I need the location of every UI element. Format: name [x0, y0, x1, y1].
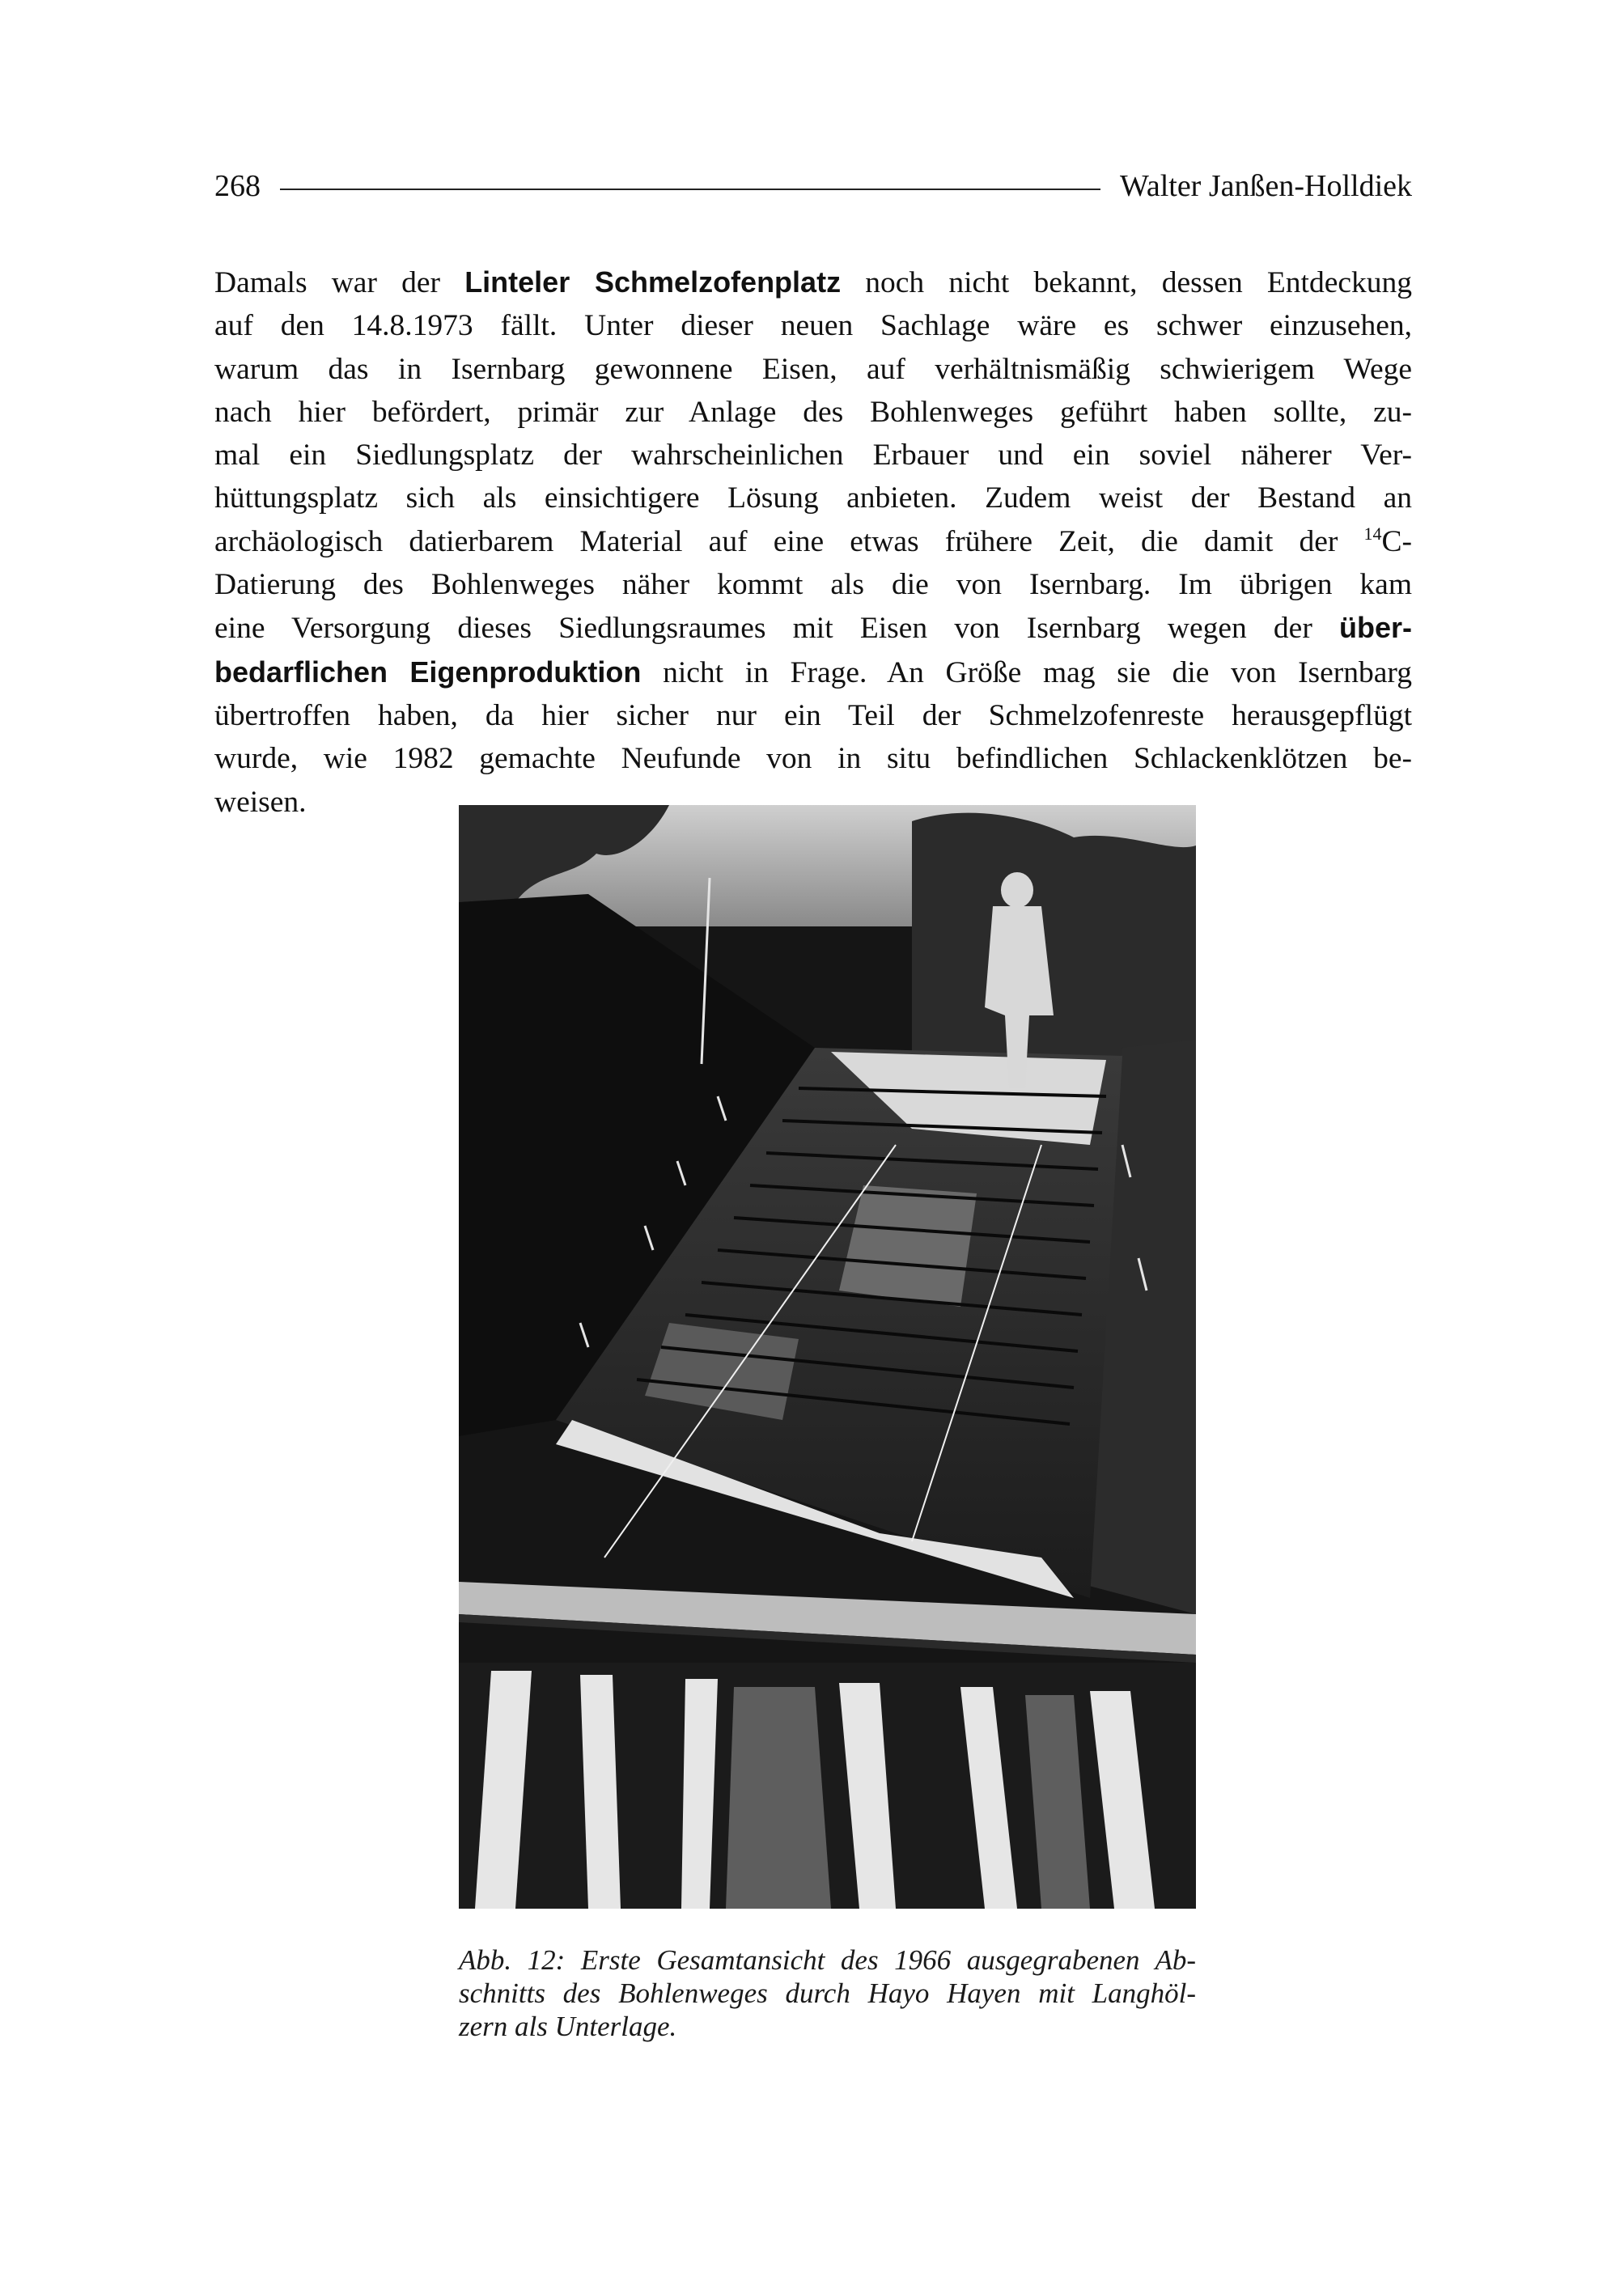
- text-line: archäologisch datierbarem Material auf eine etwas frühere Zeit, die damit der $^{14}$C-: [214, 523, 1412, 558]
- caption-line: Abb. 12: Erste Gesamtansicht des 1966 ausgegrabenen Ab-: [459, 1944, 1196, 1976]
- text-line: auf den 14.8.1973 fällt. Unter dieser neuen Sachlage wäre es schwer einzusehen,: [214, 309, 1412, 343]
- text-line: warum das in Isernbarg gewonnene Eisen, auf verhältnismäßig schwierigem Wege: [214, 352, 1412, 386]
- text-line: nach hier befördert, primär zur Anlage des Bohlenweges geführt haben sollte, zu-: [214, 395, 1412, 429]
- caption-line: zern als Unterlage.: [459, 2011, 677, 2042]
- bold-term: bedarflichen Eigenproduktion: [214, 655, 642, 689]
- running-header: [214, 166, 1412, 206]
- excavation-photo: [459, 805, 1196, 1909]
- text-line: eine Versorgung dieses Siedlungsraumes mit Eisen von Isernbarg wegen der über-: [214, 611, 1412, 646]
- isotope-superscript: 14: [1363, 523, 1382, 544]
- text-line: weisen.: [214, 785, 307, 819]
- running-head-author: Walter Janßen-Holldiek: [1120, 169, 1412, 203]
- text-line: wurde, wie 1982 gemachte Neufunde von in situ befindlichen Schlackenklötzen be-: [214, 742, 1412, 776]
- text-line: mal ein Siedlungsplatz der wahrscheinlichen Erbauer und ein soviel näherer Ver-: [214, 439, 1412, 473]
- bold-term: über-: [1339, 611, 1412, 645]
- text-line: bedarflichen Eigenproduktion nicht in Frage. An Größe mag sie die von Isernbarg: [214, 655, 1412, 689]
- bold-term: Linteler Schmelzofenplatz: [464, 265, 842, 299]
- text-line: Datierung des Bohlenweges näher kommt als die von Isernbarg. Im übrigen kam: [214, 568, 1412, 602]
- header-rule: [280, 189, 1100, 190]
- page-number: 268: [214, 169, 261, 203]
- caption-line: schnitts des Bohlenweges durch Hayo Hayen mit Langhöl-: [459, 1977, 1196, 2009]
- text-line: Damals war der Linteler Schmelzofenplatz noch nicht bekannt, dessen Entdeckung: [214, 265, 1413, 299]
- figure-caption: [459, 1943, 1196, 2043]
- text-line: hüttungsplatz sich als einsichtigere Lösung anbieten. Zudem weist der Bestand an: [214, 481, 1412, 515]
- body-paragraph: [214, 261, 1412, 824]
- text-line: übertroffen haben, da hier sicher nur ein Teil der Schmelzofenreste herausgepflügt: [214, 698, 1412, 732]
